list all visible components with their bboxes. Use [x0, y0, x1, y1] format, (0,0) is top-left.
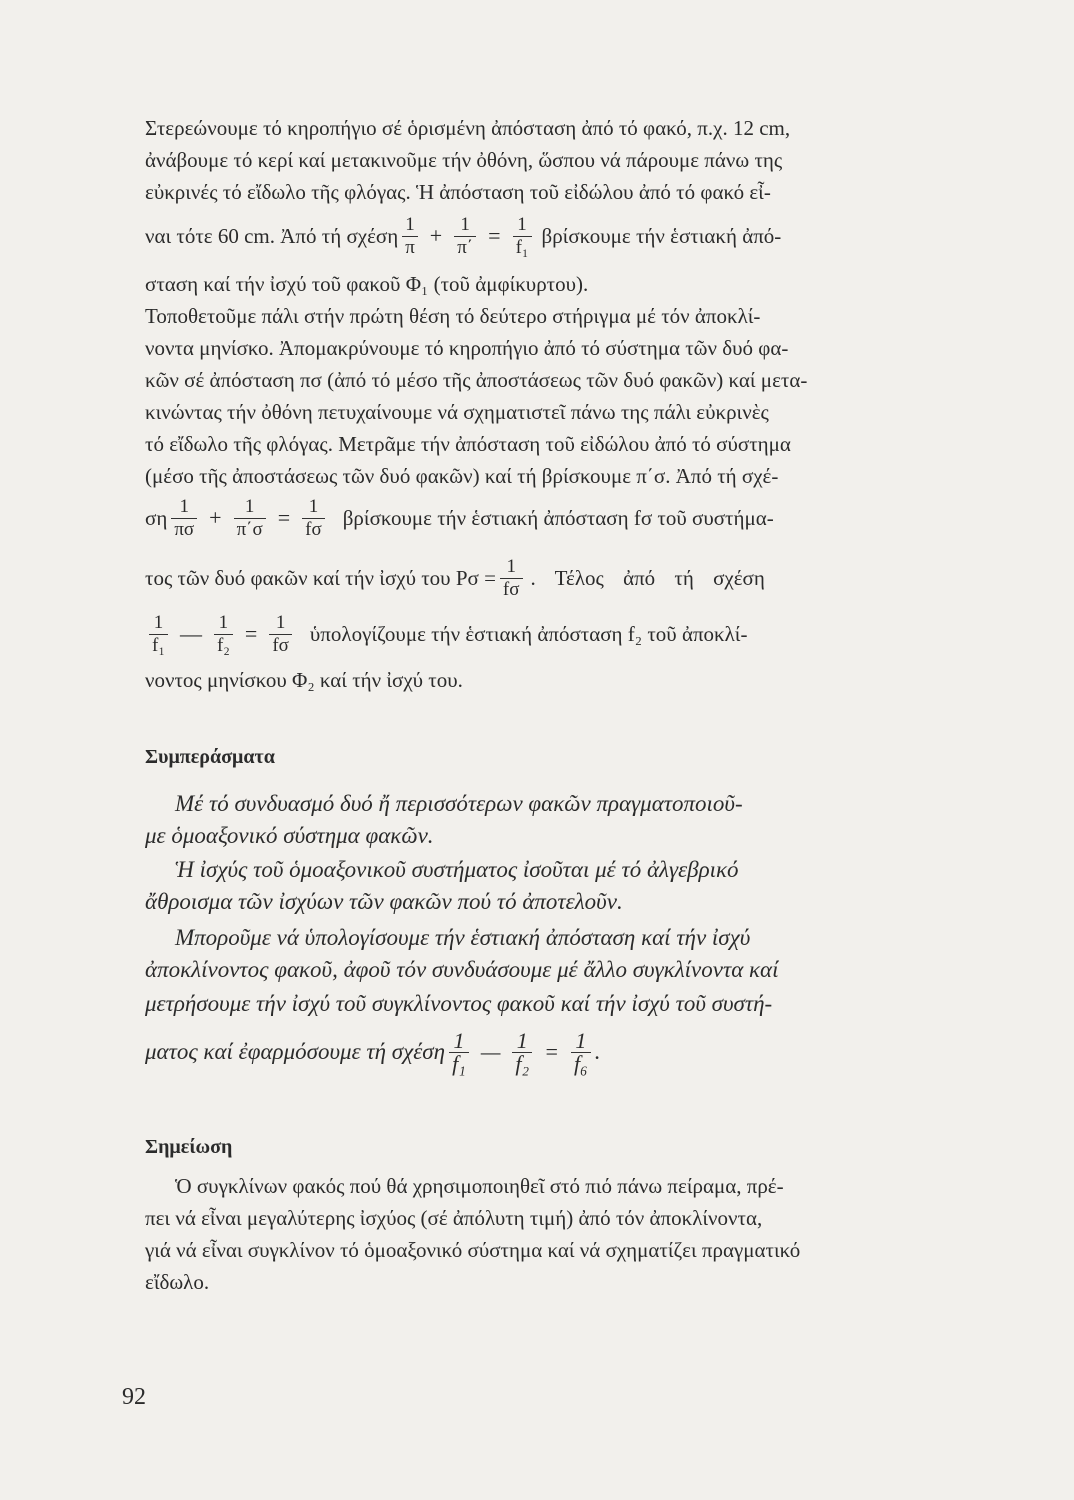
page-number: 92	[122, 1384, 146, 1410]
fraction-1-over-f2: $\frac{1}{\text{f₂}}$	[512, 1030, 532, 1075]
text-line: τό εἴδωλο τῆς φλόγας. Μετρᾶμε τήν ἀπόσταση τοῦ εἰδώλου ἀπό τό σύστημα	[145, 432, 791, 456]
text-segment: ναι τότε 60 cm. Ἀπό τή σχέση	[145, 223, 399, 248]
equation-line-system-power	[145, 550, 945, 606]
fraction-1-over-pi-prime: $\frac{1}{\pi΄}$	[454, 214, 476, 259]
plus-sign: +	[429, 223, 443, 248]
text-line: ἀνάβουμε τό κερί καί μετακινοῦμε τήν ὀθόνη, ὥσπου νά πάρουμε πάνω της	[145, 148, 783, 172]
note-line: γιά νά εἶναι συγκλίνον τό ὁμοαξονικό σύστημα καί νά σχηματίζει πραγματικό	[145, 1238, 801, 1262]
fraction-1-over-pi-prime-s: $\frac{1}{\pi΄\sigma}$	[234, 496, 266, 541]
text-segment: . Τέλος ἀπό τή σχέση	[530, 565, 765, 590]
text-line: κινώντας τήν ὀθόνη πετυχαίνουμε νά σχηματιστεῖ πάνω της πάλι εὐκρινὲς	[145, 400, 769, 424]
note-line: πει νά εἶναι μεγαλύτερης ἰσχύος (σέ ἀπόλυτη τιμή) ἀπό τόν ἀποκλίνοντα,	[145, 1206, 763, 1230]
fraction-1-over-f-s: $\frac{1}{f\sigma}$	[500, 556, 523, 601]
section-heading-note: Σημείωση	[145, 1136, 233, 1158]
plus-sign: +	[209, 505, 222, 530]
text-segment: ματος καί ἐφαρμόσουμε τή σχέση	[145, 1039, 446, 1064]
equation-line-system-formula	[145, 490, 945, 546]
equals-sign: =	[277, 505, 291, 530]
text-segment: βρίσκουμε τήν ἑστιακή ἀπό-	[541, 223, 782, 248]
conclusion-line: με ὁμοαξονικό σύστημα φακῶν.	[145, 823, 434, 848]
minus-sign: —	[179, 621, 202, 646]
equation-line-lens-formula	[145, 208, 945, 264]
text-line: κῶν σέ ἀπόσταση πσ (ἀπό τό μέσο τῆς ἀποστάσεως τῶν δυό φακῶν) καί μετα-	[145, 368, 808, 392]
text-line: (μέσο τῆς ἀποστάσεως τῶν δυό φακῶν) καί τή βρίσκουμε π΄σ. Ἀπό τή σχέ-	[145, 464, 779, 488]
text-line: σταση καί τήν ἰσχύ τοῦ φακοῦ Φ₁ (τοῦ ἀμφίκυρτου).	[145, 272, 589, 296]
text-line: Τοποθετοῦμε πάλι στήν πρώτη θέση τό δεύτερο στήριγμα μέ τόν ἀποκλί-	[145, 304, 761, 328]
section-heading-conclusions: Συμπεράσματα	[145, 746, 275, 768]
text-segment: τος τῶν δυό φακῶν καί τήν ἰσχύ του Pσ =	[145, 565, 496, 590]
fraction-1-over-f2: $\frac{1}{\text{f₂}}$	[214, 612, 233, 657]
equals-sign: =	[488, 223, 501, 248]
fraction-1-over-f1: $\frac{1}{\text{f₁}}$	[149, 612, 168, 657]
conclusion-line: ἀποκλίνοντος φακοῦ, ἀφοῦ τόν συνδυάσουμε μέ ἄλλο συγκλίνοντα καί	[145, 957, 779, 982]
conclusion-line: Μέ τό συνδυασμό δυό ἤ περισσότερων φακῶν πραγματοποιοῦ-	[175, 791, 743, 816]
text-line: νοντα μηνίσκο. Ἀπομακρύνουμε τό κηροπήγιο ἀπό τό σύστημα τῶν δυό φα-	[145, 336, 789, 360]
text-segment: ὑπολογίζουμε τήν ἑστιακή ἀπόσταση f₂ τοῦ ἀποκλί-	[309, 621, 748, 646]
equals-sign: =	[544, 1039, 560, 1064]
conclusion-line: Ἡ ἰσχύς τοῦ ὁμοαξονικοῦ συστήματος ἰσοῦται μέ τό ἀλγεβρικό	[175, 857, 739, 882]
minus-sign: —	[480, 1039, 501, 1064]
fraction-1-over-f6: $\frac{1}{\text{f₆}}$	[571, 1030, 591, 1075]
equation-line-conclusion-formula: ματος καί ἐφαρμόσουμε τή σχέση $\frac{1}{\text{f₁}}$ — $\frac{1}{\text{f₂}}$ = $\frac{1}{\text{f₆}}$ .	[145, 1027, 601, 1076]
fraction-1-over-pi: $\frac{1}{\pi}$	[402, 214, 418, 259]
fraction-1-over-pi-s: $\frac{1}{\pi\sigma}$	[171, 496, 197, 541]
conclusion-line: ἄθροισμα τῶν ἰσχύων τῶν φακῶν πού τό ἀποτελοῦν.	[145, 889, 623, 914]
text-segment: βρίσκουμε τήν ἑστιακή ἀπόσταση fσ τοῦ συστήμα-	[342, 505, 774, 530]
fraction-1-over-f-s: $\frac{1}{f\sigma}$	[269, 612, 292, 657]
text-line: νοντος μηνίσκου Φ₂ καί τήν ἰσχύ του.	[145, 668, 463, 692]
text-line: εὐκρινές τό εἴδωλο τῆς φλόγας. Ἡ ἀπόσταση τοῦ εἰδώλου ἀπό τό φακό εἶ-	[145, 180, 771, 204]
equation-line-meniscus-formula	[145, 606, 945, 662]
text-line: Στερεώνουμε τό κηροπήγιο σέ ὁρισμένη ἀπόσταση ἀπό τό φακό, π.χ. 12 cm,	[145, 116, 791, 140]
fraction-1-over-f1: $\frac{1}{\text{f₁}}$	[513, 214, 532, 259]
text-segment: ση	[145, 505, 168, 530]
fraction-1-over-f-s: $\frac{1}{f\sigma}$	[302, 496, 325, 541]
conclusion-line: μετρήσουμε τήν ἰσχύ τοῦ συγκλίνοντος φακοῦ καί τήν ἰσχύ τοῦ συστή-	[145, 991, 773, 1016]
note-line: Ὁ συγκλίνων φακός πού θά χρησιμοποιηθεῖ στό πιό πάνω πείραμα, πρέ-	[175, 1174, 784, 1198]
equals-sign: =	[244, 621, 258, 646]
note-line: εἴδωλο.	[145, 1270, 210, 1294]
fraction-1-over-f1: $\frac{1}{\text{f₁}}$	[449, 1030, 469, 1075]
conclusion-line: Μποροῦμε νά ὑπολογίσουμε τήν ἑστιακή ἀπόσταση καί τήν ἰσχύ	[175, 925, 751, 950]
